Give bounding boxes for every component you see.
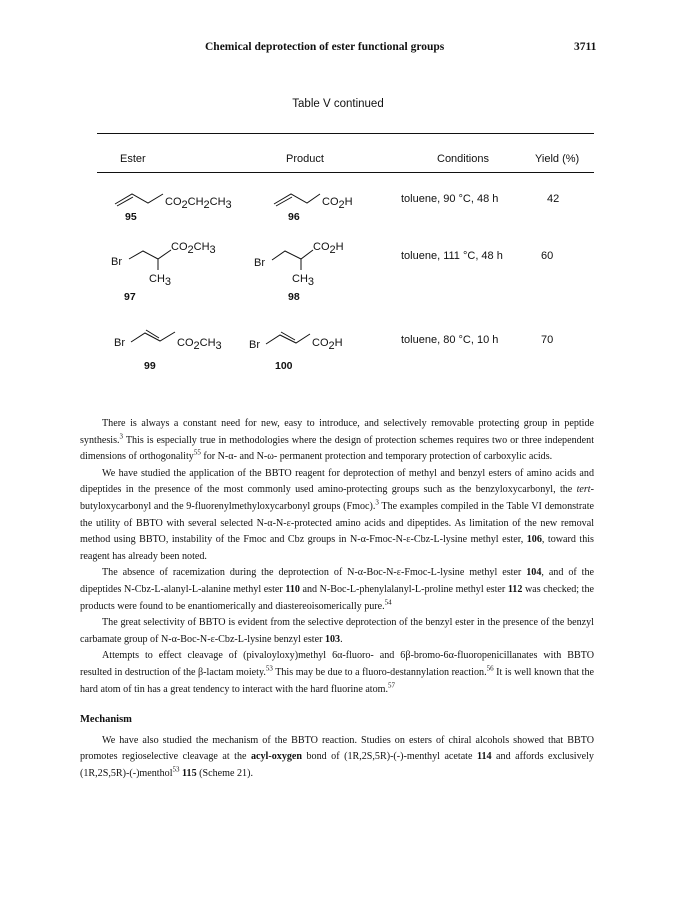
table-title: Table V continued xyxy=(292,98,384,110)
structure-drawings xyxy=(0,0,676,400)
bromo-label-100: Br xyxy=(249,339,260,351)
compound-number-99: 99 xyxy=(144,360,156,372)
product-formula-96: CO2H xyxy=(322,196,353,211)
bromo-label-97: Br xyxy=(111,256,122,268)
compound-number-97: 97 xyxy=(124,291,136,303)
product-formula-100: CO2H xyxy=(312,337,343,352)
bromo-label-98: Br xyxy=(254,257,265,269)
ester-formula-99: CO2CH3 xyxy=(177,337,222,352)
column-header-ester: Ester xyxy=(120,153,146,165)
yield-cell-row3: 70 xyxy=(541,334,554,346)
compound-number-100: 100 xyxy=(275,360,293,372)
section-heading-mechanism: Mechanism xyxy=(80,714,132,726)
methyl-label-97: CH3 xyxy=(149,273,172,288)
product-formula-98: CO2H xyxy=(313,241,344,256)
page-number: 3711 xyxy=(574,41,597,53)
paragraph-mechanism: We have also studied the mechanism of the BBTO reaction. Studies on esters of chiral alcohols showed that BBTO promotes regioselective cleavage at the acyl-oxygen bond of (1R,2S,5R)-(-)-menthyl acetate 114 and affords exclusively (1R,2S,5R)-(-)menthol$^{53}$ 115 (Scheme 21). xyxy=(80,734,594,779)
column-header-yield: Yield (%) xyxy=(535,153,580,165)
yield-cell-row1: 42 xyxy=(547,193,560,205)
conditions-cell-row1: toluene, 90 °C, 48 h xyxy=(401,193,499,205)
methyl-label-98: CH3 xyxy=(292,273,315,288)
compound-number-98: 98 xyxy=(288,291,300,303)
paragraph-racemization: The absence of racemization during the deprotection of N-α-Boc-N-ε-Fmoc-L-lysine methyl ester 104, and of the dipeptides N-Cbz-L-alanyl-L-alanine methyl ester 110 and N-Boc-L-phenylalanyl-L-proline methyl ester 112 was checked; the products were found to be enantiomerically and diastereoisomerically pure.$^{54}$ xyxy=(80,567,594,612)
conditions-cell-row3: toluene, 80 °C, 10 h xyxy=(401,334,499,346)
column-header-product: Product xyxy=(286,153,324,165)
conditions-cell-row2: toluene, 111 °C, 48 h xyxy=(401,250,503,262)
article-body xyxy=(80,416,594,782)
ester-formula-97: CO2CH3 xyxy=(171,241,216,256)
paragraph-penicillanates: Attempts to effect cleavage of (pivaloyloxy)methyl 6α-fluoro- and 6β-bromo-6α-fluoropenicillanates with BBTO resulted in destruction of the β-lactam moiety.$^{53}$ This may be due to a fluoro-destannylation reaction.$^{56}$ It is well known that the hard atom of tin has a great tendency to interact with the hard fluorine atom.$^{57}$ xyxy=(80,650,594,695)
paragraph-bbto-application: We have studied the application of the BBTO reagent for deprotection of methyl and benzyl esters of amino acids and dipeptides in the presence of the most commonly used amino-protecting groups such as the benzyloxycarbonyl, the tert-butyloxycarbonyl and the 9-fluorenylmethyloxycarbonyl groups (Fmoc).$^3$ The examples compiled in the Table VI demonstrate the utility of BBTO with several selected N-α-N-ε-protected amino acids and dipeptides. As limitation of the new removal method using BBTO, instability of the Fmoc and Cbz groups in N-α-Fmoc-N-ε-Cbz-L-lysine methyl ester, 106, toward this reagent has already been noted. xyxy=(80,467,594,562)
paragraph-selectivity: The great selectivity of BBTO is evident from the selective deprotection of the benzyl ester in the presence of the benzyl carbamate group of N-α-Boc-N-ε-Cbz-L-lysine benzyl ester 103. xyxy=(80,617,594,645)
compound-number-96: 96 xyxy=(288,211,300,223)
running-title: Chemical deprotection of ester functional groups xyxy=(205,41,445,53)
ester-formula-95: CO2CH2CH3 xyxy=(165,196,232,211)
paragraph-protecting-groups: There is always a constant need for new, easy to introduce, and selectively removable protecting group in peptide synthesis.$^3$ This is especially true in methodologies where the design of protection schemes requires two or three independent dimensions of orthogonality$^{55}$ for N-α- and N-ω- permanent protection and temporary protection of carboxylic acids. xyxy=(80,418,594,463)
compound-number-95: 95 xyxy=(125,211,137,223)
bromo-label-99: Br xyxy=(114,337,125,349)
yield-cell-row2: 60 xyxy=(541,250,554,262)
column-header-conditions: Conditions xyxy=(437,153,489,165)
